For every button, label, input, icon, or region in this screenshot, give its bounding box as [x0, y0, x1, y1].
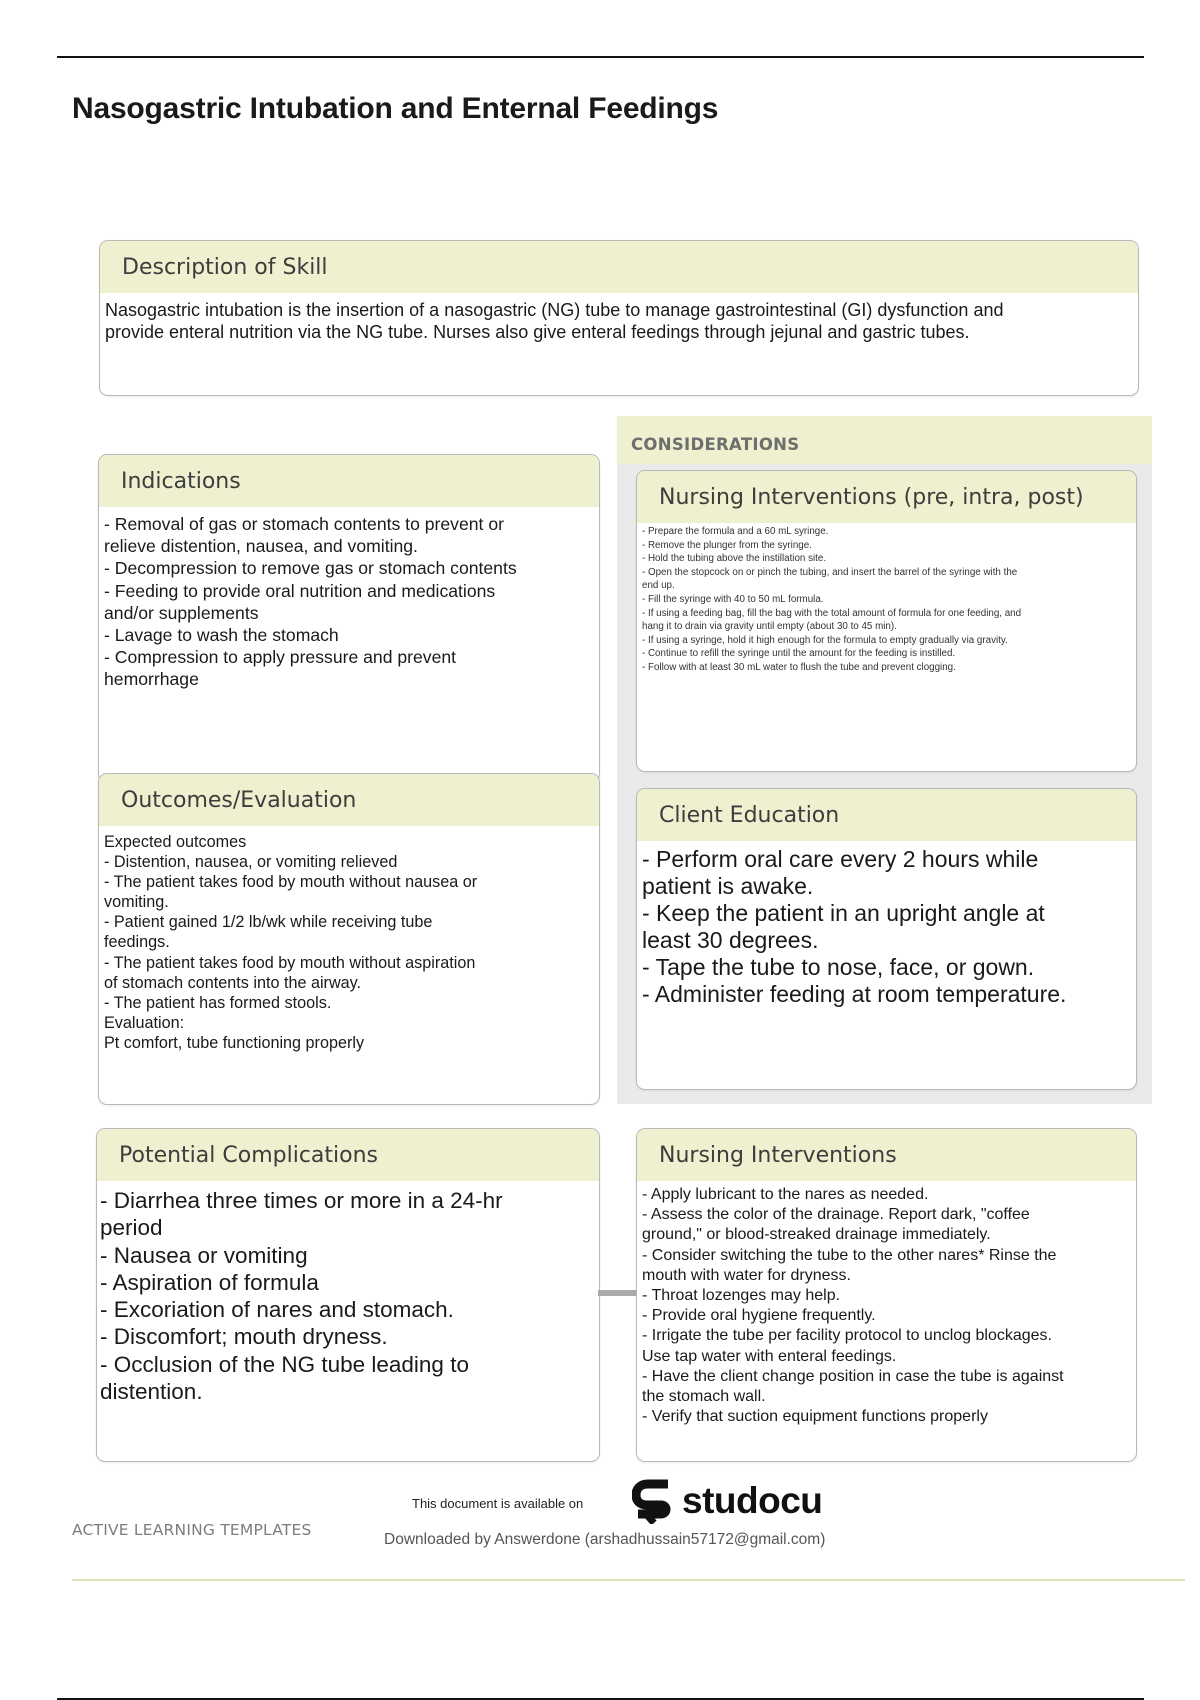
- page-title: Nasogastric Intubation and Enternal Feedings: [72, 92, 719, 125]
- nursing-interventions-pip-heading: Nursing Interventions (pre, intra, post): [637, 471, 1136, 523]
- nursing-interventions-pip-box: [636, 470, 1137, 772]
- indications-heading: Indications: [99, 455, 599, 507]
- indications-box: [98, 454, 600, 783]
- nursing-interventions-text: - Apply lubricant to the nares as needed. - Assess the color of the drainage. Report dark, "coffee ground," or blood-streaked drainage immediately. - Consider switching the tube to the other nares* Rinse the mouth with water for dryness. - Throat lozenges may help. - Provide oral hygiene frequently. - Irrigate the tube per facility protocol to unclog blockages. Use tap water with enteral feedings. - Have the client change position in case the tube is against the stomach wall. - Verify that suction equipment functions properly: [642, 1186, 1064, 1426]
- complications-text: - Diarrhea three times or more in a 24-hr period - Nausea or vomiting - Aspiration of formula - Excoriation of nares and stomach. - Discomfort; mouth dryness. - Occlusion of the NG tube leading to distention.: [100, 1188, 503, 1405]
- active-learning-templates-label: ACTIVE LEARNING TEMPLATES: [72, 1521, 312, 1539]
- top-rule: [57, 56, 1144, 58]
- complications-heading: Potential Complications: [97, 1129, 599, 1181]
- indications-text: - Removal of gas or stomach contents to prevent or relieve distention, nausea, and vomiting. - Decompression to remove gas or stomach contents - Feeding to provide oral nutrition and medications and/or supplements - Lavage to wash the stomach - Compression to apply pressure and prevent hemorrhage: [104, 514, 517, 690]
- description-box: [99, 240, 1139, 396]
- studocu-brand-text: studocu: [682, 1480, 823, 1521]
- connector-line: [598, 1290, 638, 1296]
- studocu-logo[interactable]: [632, 1478, 822, 1524]
- downloaded-by-text: Downloaded by Answerdone (arshadhussain57172@gmail.com): [384, 1531, 826, 1548]
- outcomes-text: Expected outcomes - Distention, nausea, or vomiting relieved - The patient takes food by mouth without nausea or vomiting. - Patient gained 1/2 lb/wk while receiving tube feedings. - The patient takes food by mouth without aspiration of stomach contents into the airway. - The patient has formed stools. Evaluation: Pt comfort, tube functioning properly: [104, 833, 478, 1052]
- nursing-interventions-heading: Nursing Interventions: [637, 1129, 1136, 1181]
- footer-divider: [72, 1579, 1185, 1581]
- client-education-box: [636, 788, 1137, 1090]
- client-education-text: - Perform oral care every 2 hours while patient is awake. - Keep the patient in an upright angle at least 30 degrees. - Tape the tube to nose, face, or gown. - Administer feeding at room temperature.: [642, 846, 1067, 1007]
- complications-box: [96, 1128, 600, 1462]
- studocu-logo-icon: [632, 1478, 676, 1524]
- client-education-heading: Client Education: [637, 789, 1136, 841]
- nursing-interventions-pip-text: - Prepare the formula and a 60 mL syringe. - Remove the plunger from the syringe. - Hold the tubing above the instillation site. - Open the stopcock on or pinch the tubing, and insert the barrel of the syringe with the end up. - Fill the syringe with 40 to 50 mL formula. - If using a feeding bag, fill the bag with the total amount of formula for one feeding, and hang it to drain via gravity until empty (about 30 to 45 min). - If using a syringe, hold it high enough for the formula to empty gradually via gravity. - Continue to refill the syringe until the amount for the feeding is instilled. - Follow with at least 30 mL water to flush the tube and prevent clogging.: [642, 526, 1022, 673]
- nursing-interventions-box: [636, 1128, 1137, 1462]
- outcomes-box: [98, 773, 600, 1105]
- description-text: Nasogastric intubation is the insertion of a nasogastric (NG) tube to manage gastrointestinal (GI) dysfunction and provide enteral nutrition via the NG tube. Nurses also give enteral feedings through jejunal and gastric tubes.: [105, 300, 1004, 343]
- description-heading: Description of Skill: [100, 241, 1138, 293]
- available-on-text: This document is available on: [412, 1496, 584, 1511]
- considerations-heading: CONSIDERATIONS: [617, 416, 1152, 464]
- outcomes-heading: Outcomes/Evaluation: [99, 774, 599, 826]
